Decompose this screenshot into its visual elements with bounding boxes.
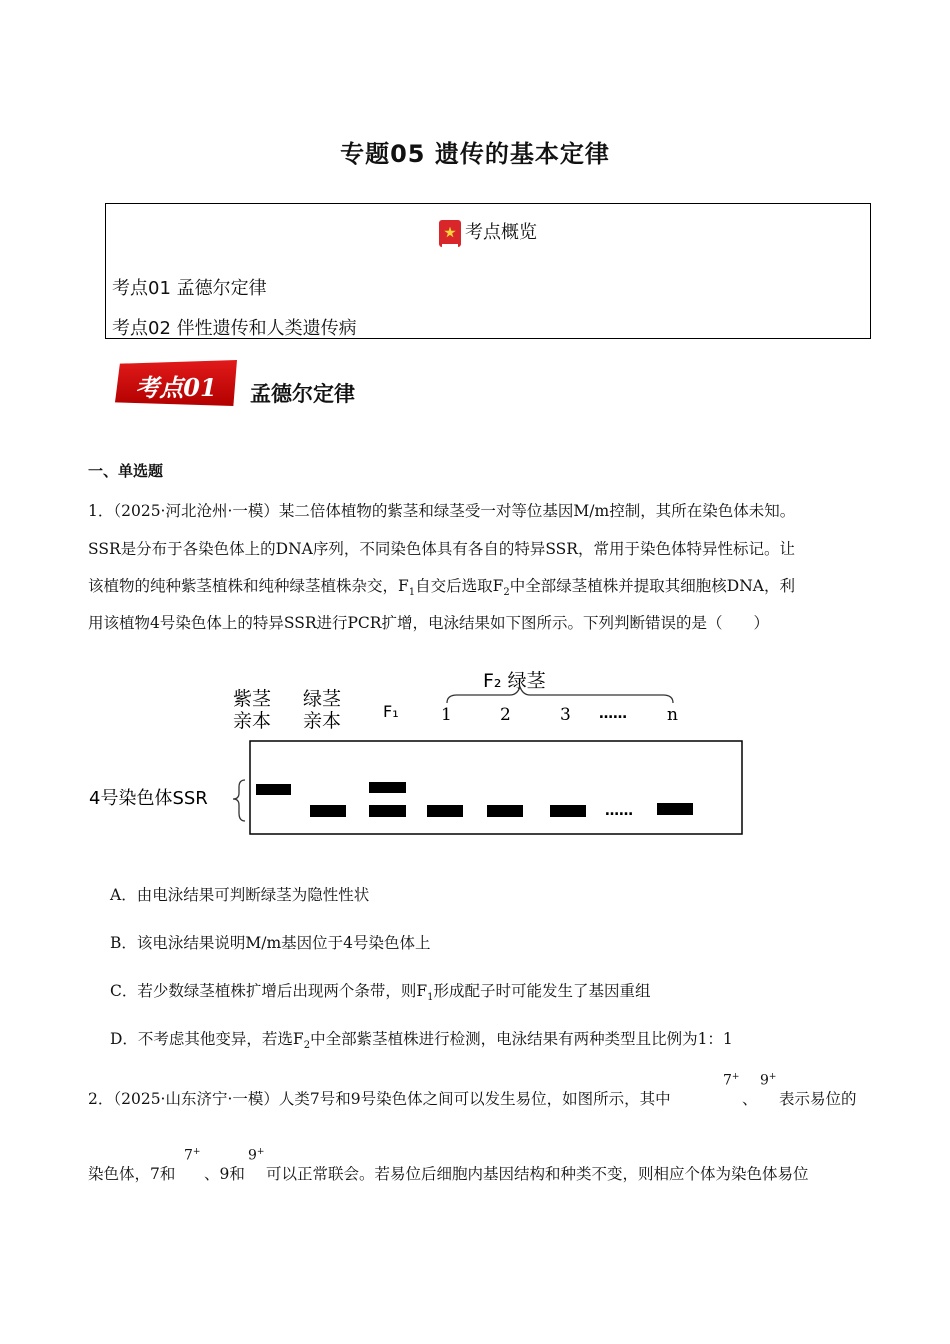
red-book-icon (439, 220, 461, 247)
option-c-sub: 1 (427, 992, 434, 1004)
q2-line-2-part-b: 、9和 (204, 1165, 245, 1183)
option-d-sub: 2 (303, 1040, 311, 1052)
option-b[interactable]: B．该电泳结果说明M/m基因位于4号染色体上 (110, 934, 431, 952)
label-purple-parent: 亲本 (233, 710, 272, 732)
badge-label: 考点01 (135, 373, 217, 402)
gel-frame (250, 741, 742, 834)
q1-sub-1: 1 (408, 587, 416, 599)
overview-item-2: 考点02 伴性遗传和人类遗传病 (112, 318, 357, 339)
overview-header-label: 考点概览 (465, 222, 537, 243)
lane-n-number: n (667, 705, 678, 725)
label-green-stem: 绿茎 (303, 688, 342, 710)
label-f2-green: F₂ 绿茎 (483, 670, 546, 692)
band-f2-3 (550, 805, 586, 817)
overview-box (105, 203, 871, 339)
option-d-part-1: D．不考虑其他变异，若选F (110, 1030, 304, 1048)
lane-1-number: 1 (441, 705, 452, 725)
q1-sub-2: 2 (503, 587, 510, 599)
option-c-part-2: 形成配子时可能发生了基因重组 (433, 982, 651, 1000)
q1-line-3b: 自交后选取F (415, 577, 504, 595)
q1-line-4: 用该植物4号染色体上的特异SSR进行PCR扩增，电泳结果如下图所示。下列判断错误的是（ ） (88, 614, 769, 632)
question-type-heading: 一、单选题 (88, 462, 164, 480)
f2-brace (447, 687, 673, 703)
q2-seven-plus-1: 7+ (723, 1072, 740, 1089)
row-brace (233, 780, 245, 821)
band-purple-parent (256, 784, 291, 795)
band-f2-2 (487, 805, 523, 817)
q2-sep: 、 (742, 1090, 758, 1108)
band-green-parent (310, 805, 346, 817)
row-label-ssr: 4号染色体SSR (89, 788, 208, 809)
lane-2-number: 2 (500, 705, 511, 725)
option-d-part-2: 中全部紫茎植株进行检测，电泳结果有两种类型且比例为1：1 (310, 1030, 733, 1048)
band-f1-upper (369, 782, 406, 793)
option-a[interactable]: A．由电泳结果可判断绿茎为隐性性状 (110, 886, 370, 904)
label-f1: F₁ (383, 702, 399, 721)
band-f1-lower (369, 805, 406, 817)
band-f2-1 (427, 805, 463, 817)
q2-nine-plus-1: 9+ (760, 1072, 777, 1089)
overview-item-1: 考点01 孟德尔定律 (112, 278, 267, 299)
lane-dots: …… (599, 706, 627, 722)
q1-line-3a: 该植物的纯种紫茎植株和纯种绿茎植株杂交，F (88, 577, 409, 595)
label-purple-stem: 紫茎 (233, 688, 272, 710)
q2-line-2-part-c: 可以正常联会。若易位后细胞内基因结构和种类不变，则相应个体为染色体易位 (266, 1165, 809, 1183)
option-d[interactable] (110, 1027, 733, 1051)
q2-nine-plus-2: 9+ (248, 1147, 265, 1164)
q1-line-3 (88, 574, 795, 598)
overview-header (106, 218, 870, 247)
gel-dots: …… (605, 803, 633, 819)
band-f2-n (657, 803, 693, 815)
electrophoresis-figure (85, 665, 750, 840)
q1-line-1: 1．（2025·河北沧州·一模）某二倍体植物的紫茎和绿茎受一对等位基因M/m控制，其所在染色体未知。 (88, 502, 796, 520)
q2-line-1-part-a: 2．（2025·山东济宁·一模）人类7号和9号染色体之间可以发生易位，如图所示，其中 (88, 1090, 671, 1108)
lane-3-number: 3 (560, 705, 571, 725)
q1-line-3c: 中全部绿茎植株并提取其细胞核DNA，利 (509, 577, 795, 595)
section-title: 孟德尔定律 (250, 382, 355, 406)
q1-line-2: SSR是分布于各染色体上的DNA序列，不同染色体具有各自的特异SSR，常用于染色体特异性标记。让 (88, 540, 795, 558)
section-badge (115, 360, 237, 406)
option-c[interactable] (110, 979, 651, 1003)
q2-line-1-part-b: 表示易位的 (779, 1090, 857, 1108)
page-title: 专题05 遗传的基本定律 (340, 140, 610, 168)
q2-line-2-part-a: 染色体，7和 (88, 1165, 176, 1183)
q2-seven-plus-2: 7+ (184, 1147, 201, 1164)
option-c-part-1: C．若少数绿茎植株扩增后出现两个条带，则F (110, 982, 428, 1000)
label-green-parent: 亲本 (303, 710, 342, 732)
